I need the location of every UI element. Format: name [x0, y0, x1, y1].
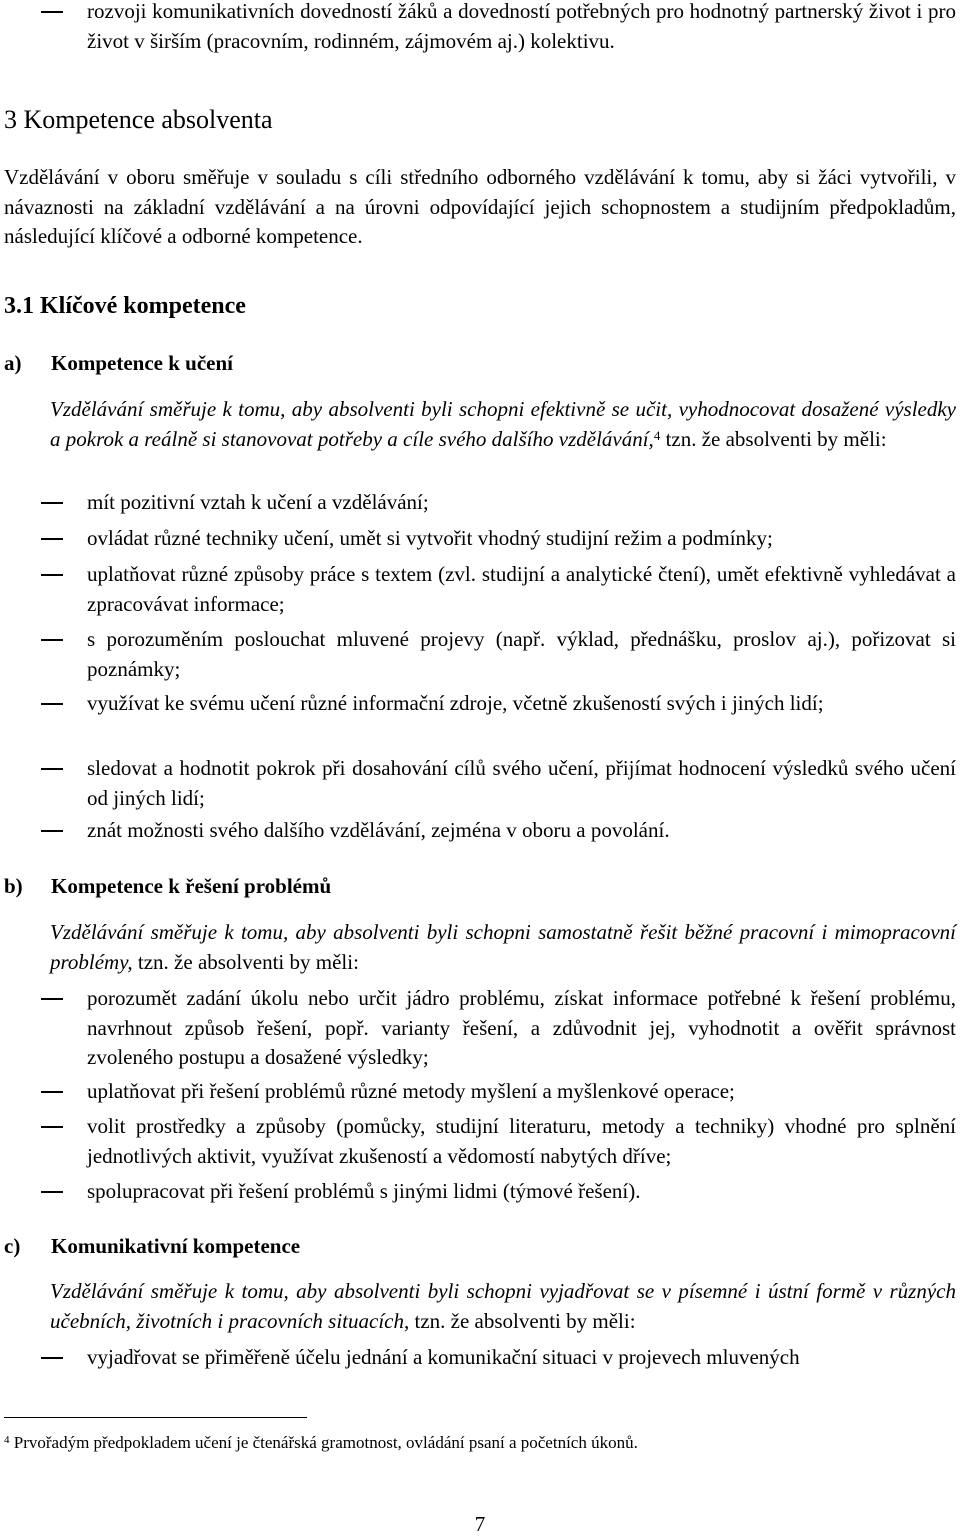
- competence-heading: [4, 349, 904, 377]
- dash-bullet-icon: [41, 574, 63, 576]
- list-item: [0, 1177, 956, 1207]
- list-item: [0, 984, 956, 1073]
- dash-bullet-icon: [41, 1357, 63, 1359]
- intro-tail: tzn. že absolventi by měli:: [409, 1308, 636, 1333]
- footnote-number: 4: [4, 1434, 10, 1446]
- intro-tail: tzn. že absolventi by měli:: [660, 426, 887, 451]
- dash-bullet-icon: [41, 639, 63, 641]
- competence-title: Kompetence k řešení problémů: [51, 874, 332, 898]
- list-item-text: volit prostředky a způsoby (pomůcky, studijní literaturu, metody a techniky) vhodné pro splnění jednotlivých aktivit, využívat zkušeností a vědomostí nabytých dříve;: [87, 1114, 956, 1168]
- dash-bullet-icon: [41, 703, 63, 705]
- section-paragraph: Vzdělávání v oboru směřuje v souladu s cíli středního odborného vzdělávání k tomu, aby si žáci vytvořili, v návaznosti na základní vzdělávání a na úrovni odpovídající jejich schopnostem a studijním předpokladům, následující klíčové a odborné kompetence.: [4, 165, 956, 248]
- competence-label: c): [4, 1234, 21, 1258]
- dash-bullet-icon: [41, 998, 63, 1000]
- intro-tail: tzn. že absolventi by měli:: [132, 949, 359, 974]
- list-item-text: rozvoji komunikativních dovedností žáků a dovedností potřebných pro hodnotný partnerský život i pro život v širším (pracovním, rodinném, zájmovém aj.) kolektivu.: [87, 0, 956, 53]
- subsection-heading: 3.1 Klíčové kompetence: [4, 293, 246, 319]
- list-item: [0, 1077, 956, 1107]
- dash-bullet-icon: [41, 538, 63, 540]
- competence-intro: [50, 1277, 956, 1336]
- dash-bullet-icon: [41, 1126, 63, 1128]
- dash-bullet-icon: [41, 11, 63, 13]
- dash-bullet-icon: [41, 1191, 63, 1193]
- competence-heading: [4, 872, 904, 900]
- list-item-text: s porozuměním poslouchat mluvené projevy (např. výklad, přednášku, proslov aj.), pořizovat si poznámky;: [87, 627, 956, 681]
- list-item: [0, 689, 956, 719]
- competence-title: Kompetence k učení: [51, 351, 233, 375]
- page-number: 7: [474, 1512, 486, 1536]
- list-item: [0, 488, 956, 518]
- footnote-separator: [4, 1417, 307, 1418]
- competence-intro: [50, 918, 956, 977]
- dash-bullet-icon: [41, 768, 63, 770]
- competence-label: b): [4, 874, 23, 898]
- intro-italic: Vzdělávání směřuje k tomu, aby absolventi byli schopni samostatně řešit běžné pracovní i mimopracovní problémy,: [50, 920, 956, 974]
- section-heading: 3 Kompetence absolventa: [4, 105, 273, 134]
- list-item: [0, 754, 956, 813]
- footnote-ref: 4: [653, 427, 661, 443]
- list-item: [0, 0, 956, 56]
- list-item-text: využívat ke svému učení různé informační zdroje, včetně zkušeností svých i jiných lidí;: [87, 691, 824, 715]
- list-item-text: spolupracovat při řešení problémů s jinými lidmi (týmové řešení).: [87, 1179, 641, 1203]
- list-item: [0, 1343, 956, 1373]
- competence-label: a): [4, 351, 22, 375]
- list-item-text: znát možnosti svého dalšího vzdělávání, zejména v oboru a povolání.: [87, 818, 670, 842]
- list-item: [0, 524, 956, 554]
- list-item: [0, 1112, 956, 1171]
- dash-bullet-icon: [41, 1091, 63, 1093]
- dash-bullet-icon: [41, 502, 63, 504]
- list-item: [0, 625, 956, 684]
- list-item-text: sledovat a hodnotit pokrok při dosahování cílů svého učení, přijímat hodnocení výsledků svého učení od jiných lidí;: [87, 756, 956, 810]
- list-item-text: uplatňovat různé způsoby práce s textem (zvl. studijní a analytické čtení), umět efektivně vyhledávat a zpracovávat informace;: [87, 562, 956, 616]
- list-item-text: porozumět zadání úkolu nebo určit jádro problému, získat informace potřebné k řešení problému, navrhnout způsob řešení, popř. varianty řešení, a zdůvodnit jej, vyhodnotit a ověřit správnost zvoleného postupu a dosažené výsledky;: [87, 986, 956, 1069]
- competence-title: Komunikativní kompetence: [51, 1234, 301, 1258]
- intro-italic: Vzdělávání směřuje k tomu, aby absolventi byli schopni vyjadřovat se v písemné i ústní formě v různých učebních, životních i pracovních situacích,: [50, 1279, 956, 1333]
- footnote: [4, 1432, 904, 1454]
- competence-intro: [50, 395, 956, 454]
- competence-heading: [4, 1232, 904, 1260]
- list-item-text: uplatňovat při řešení problémů různé metody myšlení a myšlenkové operace;: [87, 1079, 735, 1103]
- list-item: [0, 816, 956, 846]
- list-item-text: mít pozitivní vztah k učení a vzdělávání;: [87, 490, 429, 514]
- intro-italic: Vzdělávání směřuje k tomu, aby absolventi byli schopni efektivně se učit, vyhodnocovat dosažené výsledky a pokrok a reálně si stanovovat potřeby a cíle svého dalšího vzdělávání,: [50, 397, 956, 451]
- footnote-text: Prvořadým předpokladem učení je čtenářská gramotnost, ovládání psaní a početních úkonů.: [9, 1433, 638, 1452]
- list-item-text: vyjadřovat se přiměřeně účelu jednání a komunikační situaci v projevech mluvených: [87, 1345, 800, 1369]
- list-item-text: ovládat různé techniky učení, umět si vytvořit vhodný studijní režim a podmínky;: [87, 526, 773, 550]
- dash-bullet-icon: [41, 830, 63, 832]
- list-item: [0, 560, 956, 619]
